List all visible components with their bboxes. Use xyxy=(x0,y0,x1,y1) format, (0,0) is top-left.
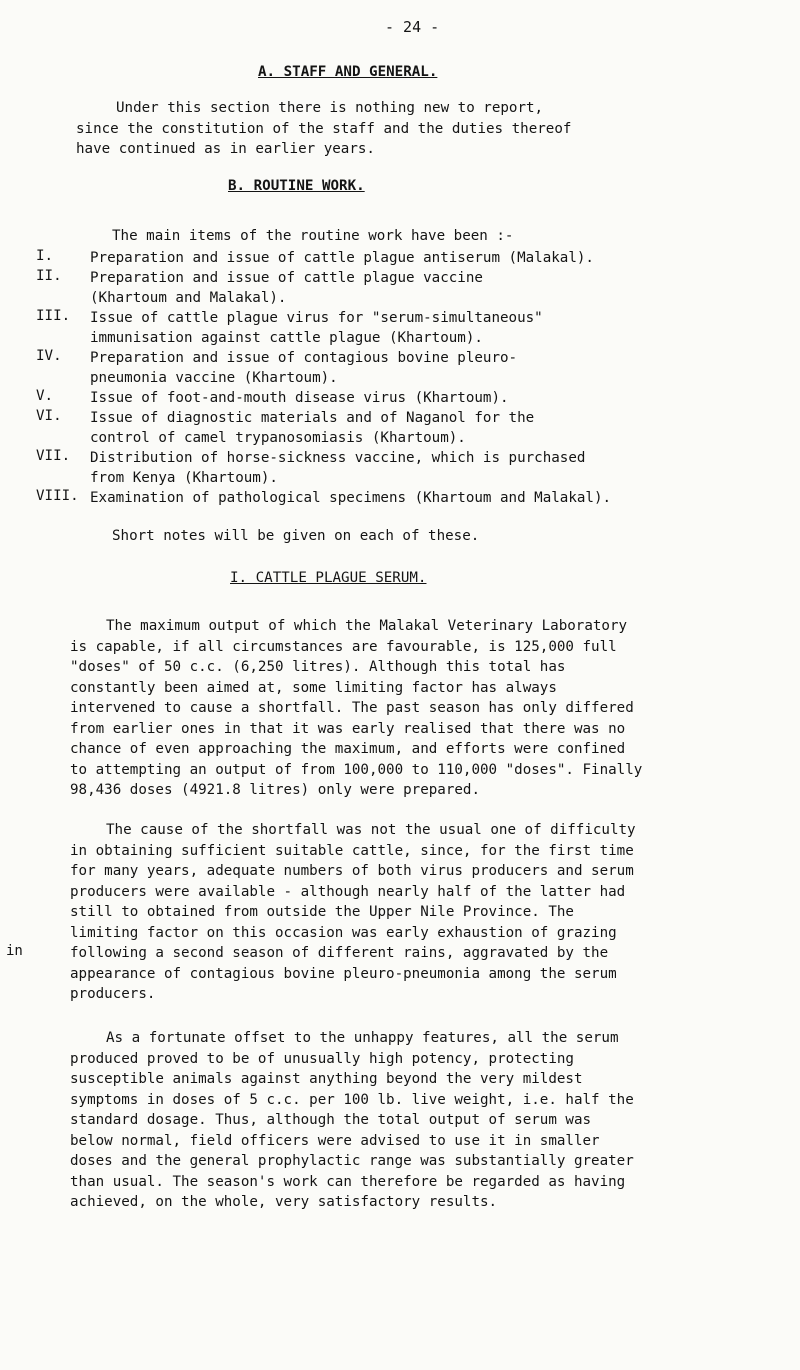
item-text: Issue of foot-and-mouth disease virus (Khartoum). xyxy=(90,390,509,406)
text-line: following a second season of different rains, aggravated by the xyxy=(70,945,609,961)
serum-paragraph-3 xyxy=(70,1028,760,1213)
routine-notes: Short notes will be given on each of these. xyxy=(112,528,480,544)
item-number: VIII. xyxy=(36,488,79,504)
text-line: is capable, if all circumstances are favourable, is 125,000 full xyxy=(70,638,617,655)
text-line: for many years, adequate numbers of both virus producers and serum xyxy=(70,863,634,879)
text-line: produced proved to be of unusually high potency, protecting xyxy=(70,1050,574,1067)
item-text: pneumonia vaccine (Khartoum). xyxy=(90,370,338,386)
text-line: from earlier ones in that it was early realised that there was no xyxy=(70,720,626,737)
text-line: The cause of the shortfall was not the usual one of difficulty xyxy=(106,822,636,838)
text-line: The maximum output of which the Malakal Veterinary Laboratory xyxy=(106,618,628,634)
item-text: (Khartoum and Malakal). xyxy=(90,290,287,306)
item-text: Issue of cattle plague virus for "serum-simultaneous" xyxy=(90,310,543,326)
item-number: I. xyxy=(36,248,54,264)
text-line: still to obtained from outside the Upper Nile Province. The xyxy=(70,904,574,920)
text-line: constantly been aimed at, some limiting factor has always xyxy=(70,679,557,696)
text-line: achieved, on the whole, very satisfactory results. xyxy=(70,1194,498,1210)
serum-paragraph-1 xyxy=(70,616,760,801)
item-text: immunisation against cattle plague (Khartoum). xyxy=(90,330,483,346)
text-line: Under this section there is nothing new to report, xyxy=(116,100,544,116)
item-number: VI. xyxy=(36,408,62,424)
page-number: - 24 - xyxy=(385,18,440,36)
routine-section-heading: B. ROUTINE WORK. xyxy=(228,178,365,194)
text-line: "doses" of 50 c.c. (6,250 litres). Although this total has xyxy=(70,659,566,675)
item-text: control of camel trypanosomiasis (Khartoum). xyxy=(90,430,466,446)
item-text: Distribution of horse-sickness vaccine, which is purchased xyxy=(90,450,586,466)
item-text: Preparation and issue of cattle plague antiserum (Malakal). xyxy=(90,250,594,266)
text-line: since the constitution of the staff and the duties thereof xyxy=(76,120,572,137)
item-text: Preparation and issue of contagious bovine pleuro- xyxy=(90,350,518,366)
text-line: to attempting an output of from 100,000 to 110,000 "doses". Finally xyxy=(70,761,643,778)
item-number: VII. xyxy=(36,448,71,464)
text-line: producers. xyxy=(70,986,156,1002)
text-line: chance of even approaching the maximum, and efforts were confined xyxy=(70,741,626,757)
text-line: symptoms in doses of 5 c.c. per 100 lb. live weight, i.e. half the xyxy=(70,1091,634,1108)
routine-intro: The main items of the routine work have been :- xyxy=(112,228,514,244)
item-number: V. xyxy=(36,388,54,404)
text-line: limiting factor on this occasion was early exhaustion of grazing xyxy=(70,924,617,941)
cattle-plague-serum-heading: I. CATTLE PLAGUE SERUM. xyxy=(230,570,427,586)
serum-paragraph-2 xyxy=(70,820,760,1005)
text-line: in obtaining sufficient suitable cattle, since, for the first time xyxy=(70,842,634,859)
text-line: 98,436 doses (4921.8 litres) only were prepared. xyxy=(70,782,480,798)
staff-section-heading: A. STAFF AND GENERAL. xyxy=(258,64,438,80)
text-line: below normal, field officers were advised to use it in smaller xyxy=(70,1132,600,1149)
staff-paragraph xyxy=(76,98,780,160)
text-line: standard dosage. Thus, although the total output of serum was xyxy=(70,1112,592,1128)
item-text: Preparation and issue of cattle plague vaccine xyxy=(90,270,483,286)
text-line: susceptible animals against anything beyond the very mildest xyxy=(70,1071,583,1087)
text-line: than usual. The season's work can therefore be regarded as having xyxy=(70,1173,626,1190)
text-line: As a fortunate offset to the unhappy features, all the serum xyxy=(106,1030,619,1046)
item-number: II. xyxy=(36,268,62,284)
text-line: doses and the general prophylactic range was substantially greater xyxy=(70,1153,634,1169)
item-number: IV. xyxy=(36,348,62,364)
item-text: Examination of pathological specimens (Khartoum and Malakal). xyxy=(90,490,612,506)
text-line: have continued as in earlier years. xyxy=(76,141,375,157)
margin-note: in xyxy=(6,943,23,959)
text-line: appearance of contagious bovine pleuro-pneumonia among the serum xyxy=(70,965,617,982)
item-number: III. xyxy=(36,308,71,324)
text-line: intervened to cause a shortfall. The past season has only differed xyxy=(70,700,634,716)
item-text: from Kenya (Khartoum). xyxy=(90,470,278,486)
item-text: Issue of diagnostic materials and of Naganol for the xyxy=(90,410,535,426)
text-line: producers were available - although nearly half of the latter had xyxy=(70,883,626,900)
